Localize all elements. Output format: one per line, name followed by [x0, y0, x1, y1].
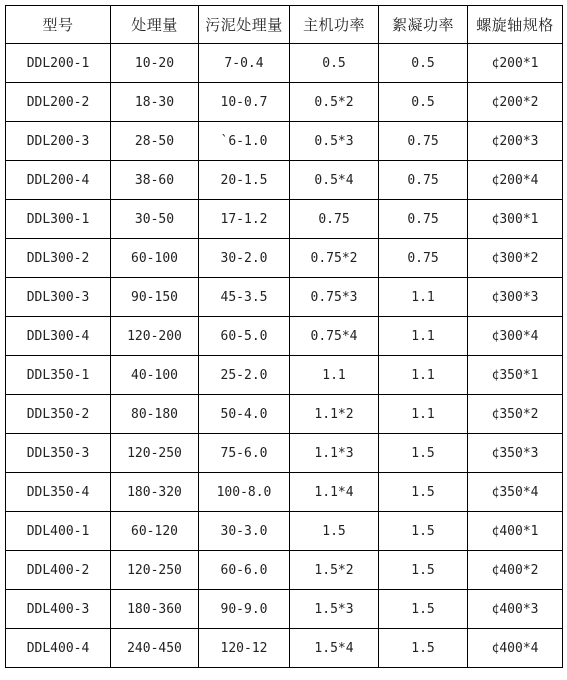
cell-sludge-capacity: 100-8.0: [199, 473, 290, 512]
cell-main-power: 1.1*2: [290, 395, 379, 434]
cell-sludge-capacity: 60-6.0: [199, 551, 290, 590]
cell-capacity: 90-150: [111, 278, 199, 317]
cell-capacity: 18-30: [111, 83, 199, 122]
cell-main-power: 0.75*3: [290, 278, 379, 317]
table-row: [6, 44, 563, 83]
cell-screw-spec: ¢200*3: [468, 122, 563, 161]
cell-screw-spec: ¢350*2: [468, 395, 563, 434]
cell-screw-spec: ¢400*4: [468, 629, 563, 668]
header-model: 型号: [6, 6, 111, 44]
cell-model: DDL400-3: [6, 590, 111, 629]
cell-screw-spec: ¢200*4: [468, 161, 563, 200]
cell-main-power: 0.5*3: [290, 122, 379, 161]
cell-sludge-capacity: `6-1.0: [199, 122, 290, 161]
cell-flocculation-power: 1.5: [379, 473, 468, 512]
cell-flocculation-power: 0.75: [379, 239, 468, 278]
cell-model: DDL300-3: [6, 278, 111, 317]
table-row: [6, 278, 563, 317]
spec-table: [5, 5, 563, 668]
cell-model: DDL200-3: [6, 122, 111, 161]
cell-capacity: 80-180: [111, 395, 199, 434]
table-row: [6, 317, 563, 356]
cell-main-power: 0.75*2: [290, 239, 379, 278]
cell-flocculation-power: 1.1: [379, 317, 468, 356]
cell-main-power: 0.75*4: [290, 317, 379, 356]
cell-model: DDL300-2: [6, 239, 111, 278]
cell-main-power: 1.1*4: [290, 473, 379, 512]
cell-model: DDL350-4: [6, 473, 111, 512]
cell-capacity: 60-100: [111, 239, 199, 278]
table-row: [6, 356, 563, 395]
cell-model: DDL200-4: [6, 161, 111, 200]
cell-sludge-capacity: 60-5.0: [199, 317, 290, 356]
cell-flocculation-power: 1.1: [379, 356, 468, 395]
cell-model: DDL350-3: [6, 434, 111, 473]
cell-capacity: 10-20: [111, 44, 199, 83]
table-row: [6, 473, 563, 512]
table-header: [6, 6, 563, 44]
cell-screw-spec: ¢400*3: [468, 590, 563, 629]
cell-main-power: 0.5*4: [290, 161, 379, 200]
header-capacity: 处理量: [111, 6, 199, 44]
cell-flocculation-power: 1.1: [379, 278, 468, 317]
cell-screw-spec: ¢200*1: [468, 44, 563, 83]
cell-main-power: 1.5*4: [290, 629, 379, 668]
cell-screw-spec: ¢350*1: [468, 356, 563, 395]
cell-capacity: 180-320: [111, 473, 199, 512]
cell-flocculation-power: 0.5: [379, 83, 468, 122]
cell-main-power: 1.5*2: [290, 551, 379, 590]
cell-flocculation-power: 1.5: [379, 551, 468, 590]
cell-model: DDL200-1: [6, 44, 111, 83]
header-main-power: 主机功率: [290, 6, 379, 44]
cell-screw-spec: ¢200*2: [468, 83, 563, 122]
cell-capacity: 240-450: [111, 629, 199, 668]
cell-capacity: 60-120: [111, 512, 199, 551]
table-row: [6, 239, 563, 278]
table-row: [6, 83, 563, 122]
cell-capacity: 120-200: [111, 317, 199, 356]
cell-sludge-capacity: 20-1.5: [199, 161, 290, 200]
cell-model: DDL400-1: [6, 512, 111, 551]
cell-flocculation-power: 0.5: [379, 44, 468, 83]
table-row: [6, 512, 563, 551]
cell-flocculation-power: 0.75: [379, 200, 468, 239]
cell-model: DDL300-4: [6, 317, 111, 356]
cell-main-power: 1.5: [290, 512, 379, 551]
table-row: [6, 551, 563, 590]
cell-sludge-capacity: 50-4.0: [199, 395, 290, 434]
cell-capacity: 40-100: [111, 356, 199, 395]
cell-screw-spec: ¢350*3: [468, 434, 563, 473]
cell-flocculation-power: 0.75: [379, 122, 468, 161]
table-row: [6, 161, 563, 200]
cell-capacity: 30-50: [111, 200, 199, 239]
table-row: [6, 395, 563, 434]
cell-sludge-capacity: 120-12: [199, 629, 290, 668]
cell-flocculation-power: 0.75: [379, 161, 468, 200]
header-flocculation-power: 絮凝功率: [379, 6, 468, 44]
cell-main-power: 0.5*2: [290, 83, 379, 122]
cell-sludge-capacity: 90-9.0: [199, 590, 290, 629]
cell-main-power: 1.5*3: [290, 590, 379, 629]
cell-model: DDL300-1: [6, 200, 111, 239]
cell-capacity: 180-360: [111, 590, 199, 629]
cell-main-power: 0.75: [290, 200, 379, 239]
cell-capacity: 38-60: [111, 161, 199, 200]
cell-sludge-capacity: 10-0.7: [199, 83, 290, 122]
table-row: [6, 200, 563, 239]
cell-sludge-capacity: 30-3.0: [199, 512, 290, 551]
cell-model: DDL400-2: [6, 551, 111, 590]
cell-main-power: 0.5: [290, 44, 379, 83]
table-row: [6, 122, 563, 161]
cell-main-power: 1.1: [290, 356, 379, 395]
table-row: [6, 434, 563, 473]
table-row: [6, 629, 563, 668]
cell-sludge-capacity: 45-3.5: [199, 278, 290, 317]
table-body: [6, 44, 563, 668]
cell-model: DDL350-2: [6, 395, 111, 434]
cell-sludge-capacity: 75-6.0: [199, 434, 290, 473]
cell-flocculation-power: 1.5: [379, 590, 468, 629]
cell-main-power: 1.1*3: [290, 434, 379, 473]
cell-capacity: 28-50: [111, 122, 199, 161]
cell-sludge-capacity: 17-1.2: [199, 200, 290, 239]
cell-capacity: 120-250: [111, 434, 199, 473]
cell-flocculation-power: 1.5: [379, 629, 468, 668]
cell-sludge-capacity: 25-2.0: [199, 356, 290, 395]
table-row: [6, 590, 563, 629]
cell-model: DDL400-4: [6, 629, 111, 668]
cell-model: DDL200-2: [6, 83, 111, 122]
cell-screw-spec: ¢350*4: [468, 473, 563, 512]
cell-screw-spec: ¢400*1: [468, 512, 563, 551]
cell-screw-spec: ¢300*2: [468, 239, 563, 278]
cell-flocculation-power: 1.5: [379, 434, 468, 473]
header-screw-spec: 螺旋轴规格: [468, 6, 563, 44]
cell-screw-spec: ¢300*4: [468, 317, 563, 356]
cell-capacity: 120-250: [111, 551, 199, 590]
cell-screw-spec: ¢300*3: [468, 278, 563, 317]
cell-sludge-capacity: 7-0.4: [199, 44, 290, 83]
cell-model: DDL350-1: [6, 356, 111, 395]
header-row: [6, 6, 563, 44]
cell-flocculation-power: 1.5: [379, 512, 468, 551]
cell-flocculation-power: 1.1: [379, 395, 468, 434]
header-sludge-capacity: 污泥处理量: [199, 6, 290, 44]
cell-screw-spec: ¢300*1: [468, 200, 563, 239]
cell-screw-spec: ¢400*2: [468, 551, 563, 590]
cell-sludge-capacity: 30-2.0: [199, 239, 290, 278]
